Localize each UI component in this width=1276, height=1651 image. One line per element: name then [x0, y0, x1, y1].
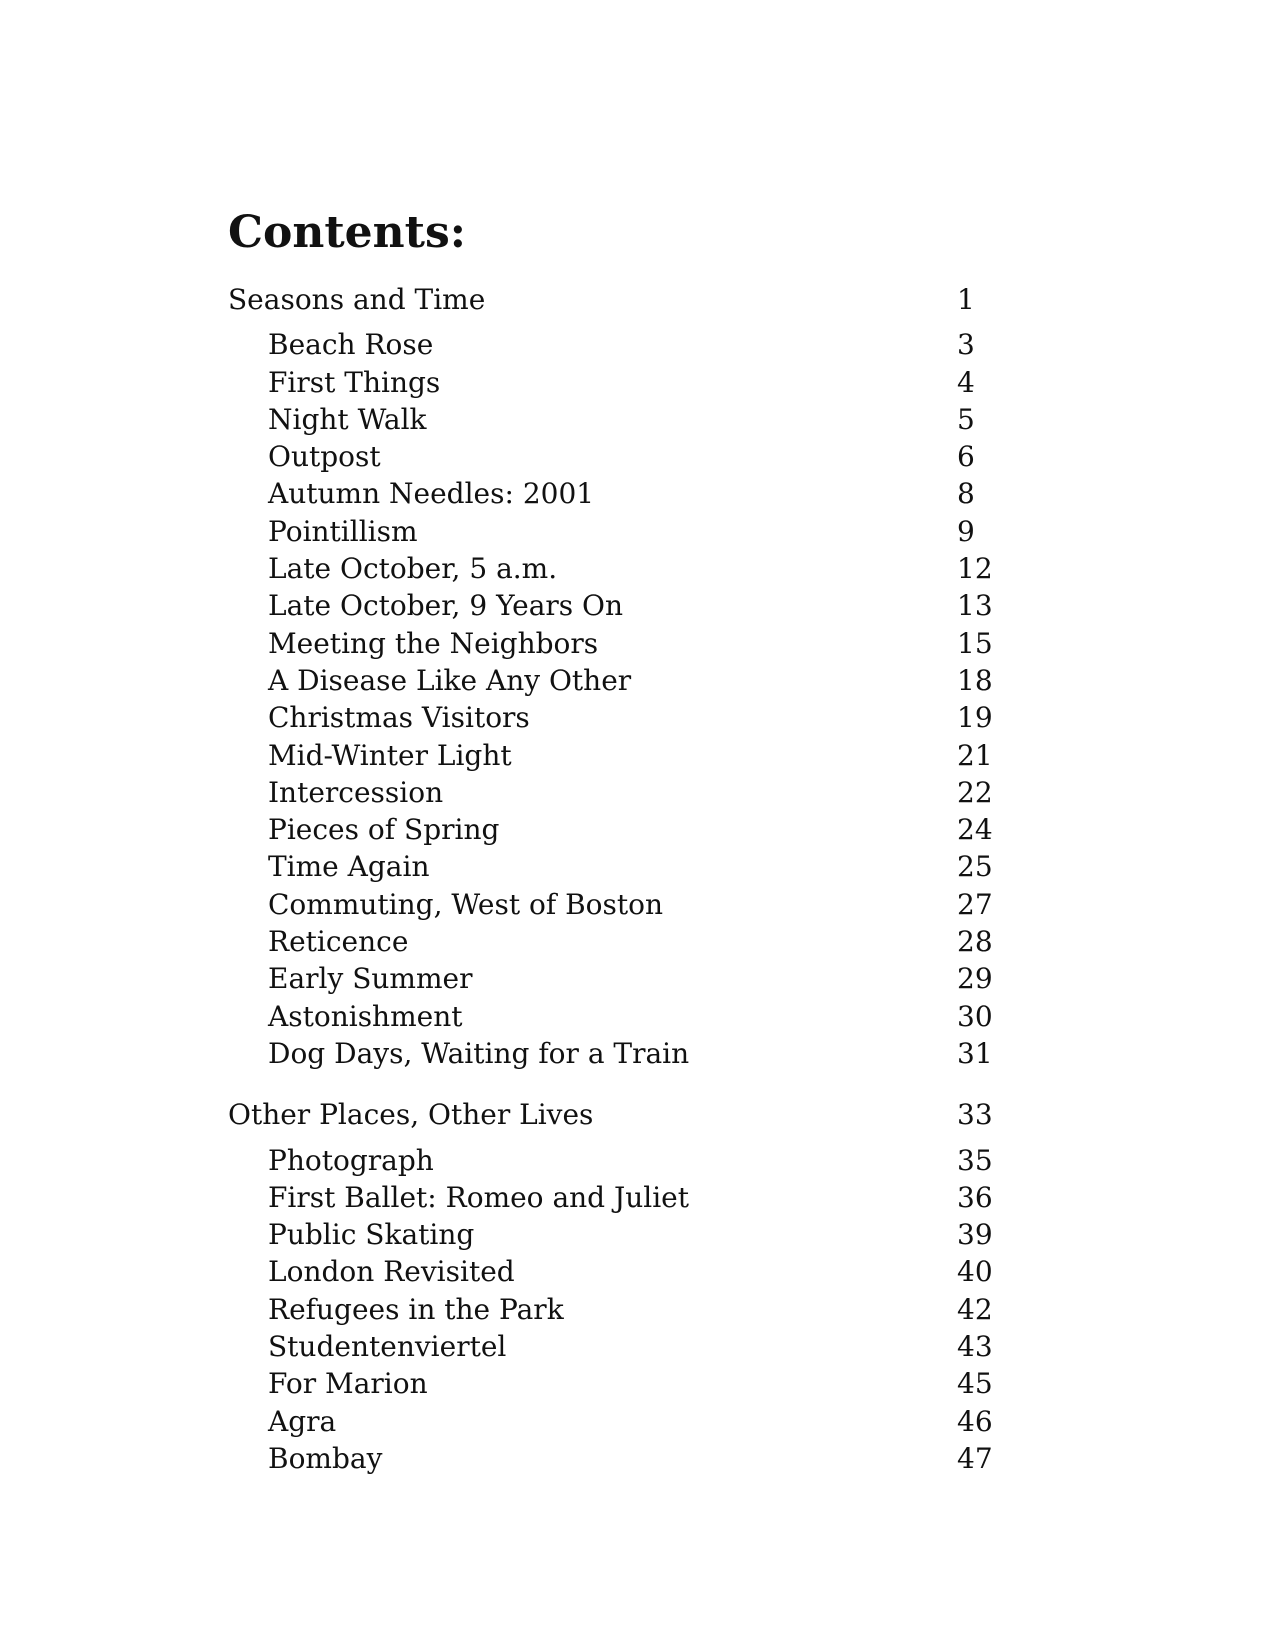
entry-page-number: 28: [957, 925, 993, 959]
entry-page-number: 6: [957, 440, 975, 474]
entry-title: Pieces of Spring: [268, 813, 500, 847]
table-of-contents: [228, 281, 1028, 1477]
toc-entry: [228, 998, 1028, 1035]
entry-title: Outpost: [268, 440, 381, 474]
toc-section: [228, 281, 1028, 1072]
toc-entry: [228, 1403, 1028, 1440]
entry-page-number: 27: [957, 887, 993, 921]
entry-page-number: 25: [957, 850, 993, 884]
entry-title: Studentenviertel: [268, 1330, 507, 1364]
toc-entry: [228, 774, 1028, 811]
page-title: Contents:: [228, 207, 467, 258]
toc-section: [228, 1096, 1028, 1477]
toc-entry: [228, 364, 1028, 401]
section-page-number: 1: [957, 283, 975, 316]
toc-entry: [228, 923, 1028, 960]
toc-entry: [228, 550, 1028, 587]
entry-page-number: 18: [957, 663, 993, 697]
toc-entry: [228, 1365, 1028, 1402]
entry-page-number: 39: [957, 1218, 993, 1252]
toc-entry: [228, 1253, 1028, 1290]
toc-entry: [228, 811, 1028, 848]
entry-title: Beach Rose: [268, 328, 434, 362]
entry-page-number: 22: [957, 775, 993, 809]
toc-entry: [228, 625, 1028, 662]
entry-title: Christmas Visitors: [268, 701, 530, 735]
entry-title: For Marion: [268, 1367, 428, 1401]
entry-title: Mid-Winter Light: [268, 738, 512, 772]
entry-page-number: 30: [957, 999, 993, 1033]
entry-title: Night Walk: [268, 402, 427, 436]
entry-title: First Things: [268, 365, 441, 399]
entry-page-number: 45: [957, 1367, 993, 1401]
toc-entry: [228, 1035, 1028, 1072]
toc-entry: [228, 1142, 1028, 1179]
entry-title: Dog Days, Waiting for a Train: [268, 1036, 690, 1070]
section-page-number: 33: [957, 1098, 993, 1132]
section-heading-row: [228, 281, 1028, 318]
section-heading: Seasons and Time: [228, 283, 486, 316]
entry-title: Early Summer: [268, 962, 473, 996]
toc-entry: [228, 326, 1028, 363]
entry-page-number: 40: [957, 1255, 993, 1289]
entry-title: Agra: [268, 1404, 337, 1438]
entry-page-number: 42: [957, 1292, 993, 1326]
entry-title: Astonishment: [268, 999, 463, 1033]
entry-page-number: 4: [957, 365, 975, 399]
section-heading-row: [228, 1096, 1028, 1133]
toc-entry: [228, 737, 1028, 774]
toc-entry: [228, 1440, 1028, 1477]
entry-page-number: 36: [957, 1180, 993, 1214]
toc-entry: [228, 1328, 1028, 1365]
toc-entry: [228, 699, 1028, 736]
entry-page-number: 13: [957, 589, 993, 623]
entry-title: Photograph: [268, 1143, 434, 1177]
toc-entry: [228, 960, 1028, 997]
entry-title: Intercession: [268, 775, 444, 809]
entry-page-number: 15: [957, 626, 993, 660]
toc-entry: [228, 1216, 1028, 1253]
contents-page: [228, 205, 1028, 1477]
toc-entry: [228, 587, 1028, 624]
entry-page-number: 46: [957, 1404, 993, 1438]
entry-title: Late October, 9 Years On: [268, 589, 624, 623]
entry-page-number: 47: [957, 1441, 993, 1475]
entry-page-number: 29: [957, 962, 993, 996]
entry-page-number: 31: [957, 1036, 993, 1070]
entry-title: Time Again: [268, 850, 430, 884]
entry-page-number: 35: [957, 1143, 993, 1177]
section-heading: Other Places, Other Lives: [228, 1098, 594, 1132]
entry-title: Pointillism: [268, 514, 418, 548]
entry-page-number: 5: [957, 402, 975, 436]
toc-entry: [228, 1179, 1028, 1216]
toc-entry: [228, 1291, 1028, 1328]
toc-entry: [228, 848, 1028, 885]
entry-title: Public Skating: [268, 1218, 475, 1252]
entry-title: First Ballet: Romeo and Juliet: [268, 1180, 689, 1214]
entry-title: Autumn Needles: 2001: [268, 477, 595, 511]
toc-entry: [228, 513, 1028, 550]
entry-page-number: 8: [957, 477, 975, 511]
entry-title: Late October, 5 a.m.: [268, 552, 558, 586]
entry-title: Meeting the Neighbors: [268, 626, 599, 660]
toc-entry: [228, 401, 1028, 438]
entry-title: Reticence: [268, 925, 409, 959]
entry-title: Bombay: [268, 1441, 383, 1475]
entry-title: London Revisited: [268, 1255, 515, 1289]
entry-page-number: 9: [957, 514, 975, 548]
entry-page-number: 3: [957, 328, 975, 362]
entry-title: A Disease Like Any Other: [268, 663, 632, 697]
entry-title: Commuting, West of Boston: [268, 887, 664, 921]
toc-entry: [228, 438, 1028, 475]
entry-page-number: 19: [957, 701, 993, 735]
entry-page-number: 24: [957, 813, 993, 847]
toc-entry: [228, 886, 1028, 923]
entry-page-number: 43: [957, 1330, 993, 1364]
toc-entry: [228, 475, 1028, 512]
toc-entry: [228, 662, 1028, 699]
entry-page-number: 21: [957, 738, 993, 772]
entry-title: Refugees in the Park: [268, 1292, 564, 1326]
entry-page-number: 12: [957, 552, 993, 586]
